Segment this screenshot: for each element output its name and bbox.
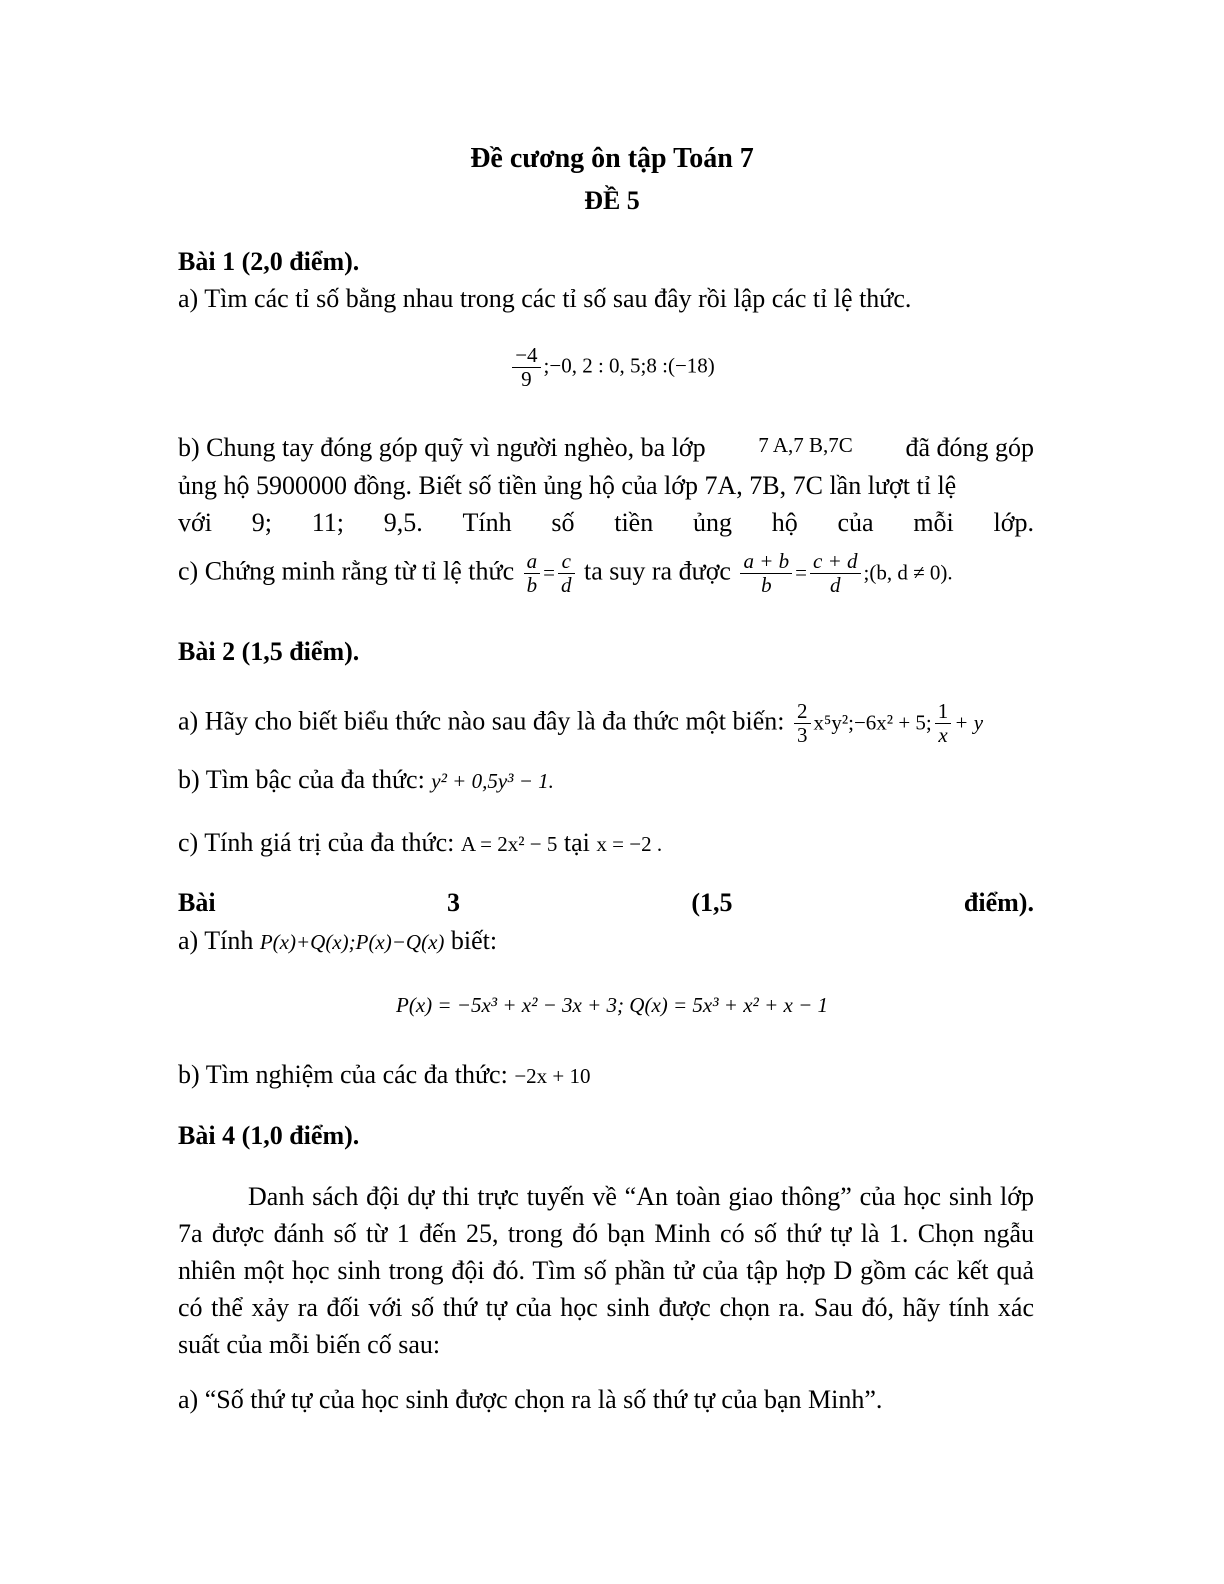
word: điểm). <box>963 888 1034 917</box>
bai2-heading: Bài 2 (1,5 điểm). <box>178 637 360 666</box>
bai3-b-line: b) Tìm nghiệm của các đa thức: −2x + 10 <box>178 1060 591 1089</box>
word: 11; <box>311 508 344 537</box>
word: 3 <box>446 888 460 917</box>
document-subtitle: ĐỀ 5 <box>584 186 640 215</box>
document-title: Đề cương ôn tập Toán 7 <box>470 143 754 174</box>
bai4-a-text: a) “Số thứ tự của học sinh được chọn ra là số thứ tự của bạn Minh”. <box>178 1385 883 1414</box>
fraction: $\frac{c}{d}$ <box>558 550 575 597</box>
bai1-a-text: a) Tìm các tỉ số bằng nhau trong các tỉ số sau đây rồi lập các tỉ lệ thức. <box>178 284 912 313</box>
word: ủng <box>692 508 732 537</box>
bai1-a-formula: $\frac{-4}{9}$ ;−0, 2 : 0, 5;8 :(−18) <box>0 344 1224 391</box>
word: 9,5. <box>383 508 423 537</box>
word: số <box>551 508 575 537</box>
bai2-c-line: c) Tính giá trị của đa thức: A = 2x² − 5 tại x = −2 . <box>178 828 663 857</box>
fraction: $\frac{1}{x}$ <box>935 700 952 747</box>
bai1-heading: Bài 1 (2,0 điểm). <box>178 247 360 276</box>
word: lớp. <box>993 508 1034 537</box>
word: Bài <box>178 888 216 917</box>
bai3-formula: P(x) = −5x³ + x² − 3x + 3; Q(x) = 5x³ + x² + x − 1 <box>396 993 828 1017</box>
word: của <box>837 508 874 537</box>
bai1-b-line3 <box>178 508 1034 538</box>
word: mỗi <box>913 508 954 537</box>
bai3-a-line: a) Tính P(x)+Q(x);P(x)−Q(x) biết: <box>178 926 498 955</box>
fraction: $\frac{-4}{9}$ <box>512 344 540 391</box>
bai2-a-line: a) Hãy cho biết biểu thức nào sau đây là đa thức một biến: $\frac{2}{3}$ x⁵y²;−6x² + 5; $\frac{1}{x}$ + y <box>178 699 984 747</box>
fraction: $\frac{a}{b}$ <box>524 550 541 597</box>
fraction: $\frac{a + b}{b}$ <box>740 550 792 597</box>
word: 9; <box>251 508 272 537</box>
fraction: $\frac{c + d}{d}$ <box>810 550 861 597</box>
word: với <box>178 508 212 537</box>
bai4-heading: Bài 4 (1,0 điểm). <box>178 1121 360 1150</box>
word: Tính <box>462 508 512 537</box>
bai3-heading <box>178 888 1034 918</box>
bai2-b-line: b) Tìm bậc của đa thức: y² + 0,5y³ − 1. <box>178 765 554 794</box>
bai4-paragraph: Danh sách đội dự thi trực tuyến về “An toàn giao thông” của học sinh lớp 7a được đánh số từ 1 đến 25, trong đó bạn Minh có số thứ tự là 1. Chọn ngẫu nhiên một học sinh trong đội đó. Tìm số phần tử của tập hợp D gồm các kết quả có thể xảy ra đối với số thứ tự của học sinh được chọn ra. Sau đó, hãy tính xác suất của mỗi biến cố sau: <box>178 1182 1034 1359</box>
word: tiền <box>614 508 654 537</box>
word: hộ <box>771 508 798 537</box>
bai1-b-line2: ủng hộ 5900000 đồng. Biết số tiền ủng hộ của lớp 7A, 7B, 7C lần lượt tỉ lệ <box>178 471 957 500</box>
fraction: $\frac{2}{3}$ <box>794 700 811 747</box>
bai1-c-line: c) Chứng minh rằng từ tỉ lệ thức $\frac{a}{b}$ = $\frac{c}{d}$ ta suy ra được $\frac{a + b}{b}$ = $\frac{c + d}{d}$ ;(b, d ≠ 0). <box>178 549 953 597</box>
bai1-b-line1: b) Chung tay đóng góp quỹ vì người nghèo, ba lớp 7 A,7 B,7C đã đóng góp <box>178 433 1034 462</box>
word: (1,5 <box>691 888 733 917</box>
